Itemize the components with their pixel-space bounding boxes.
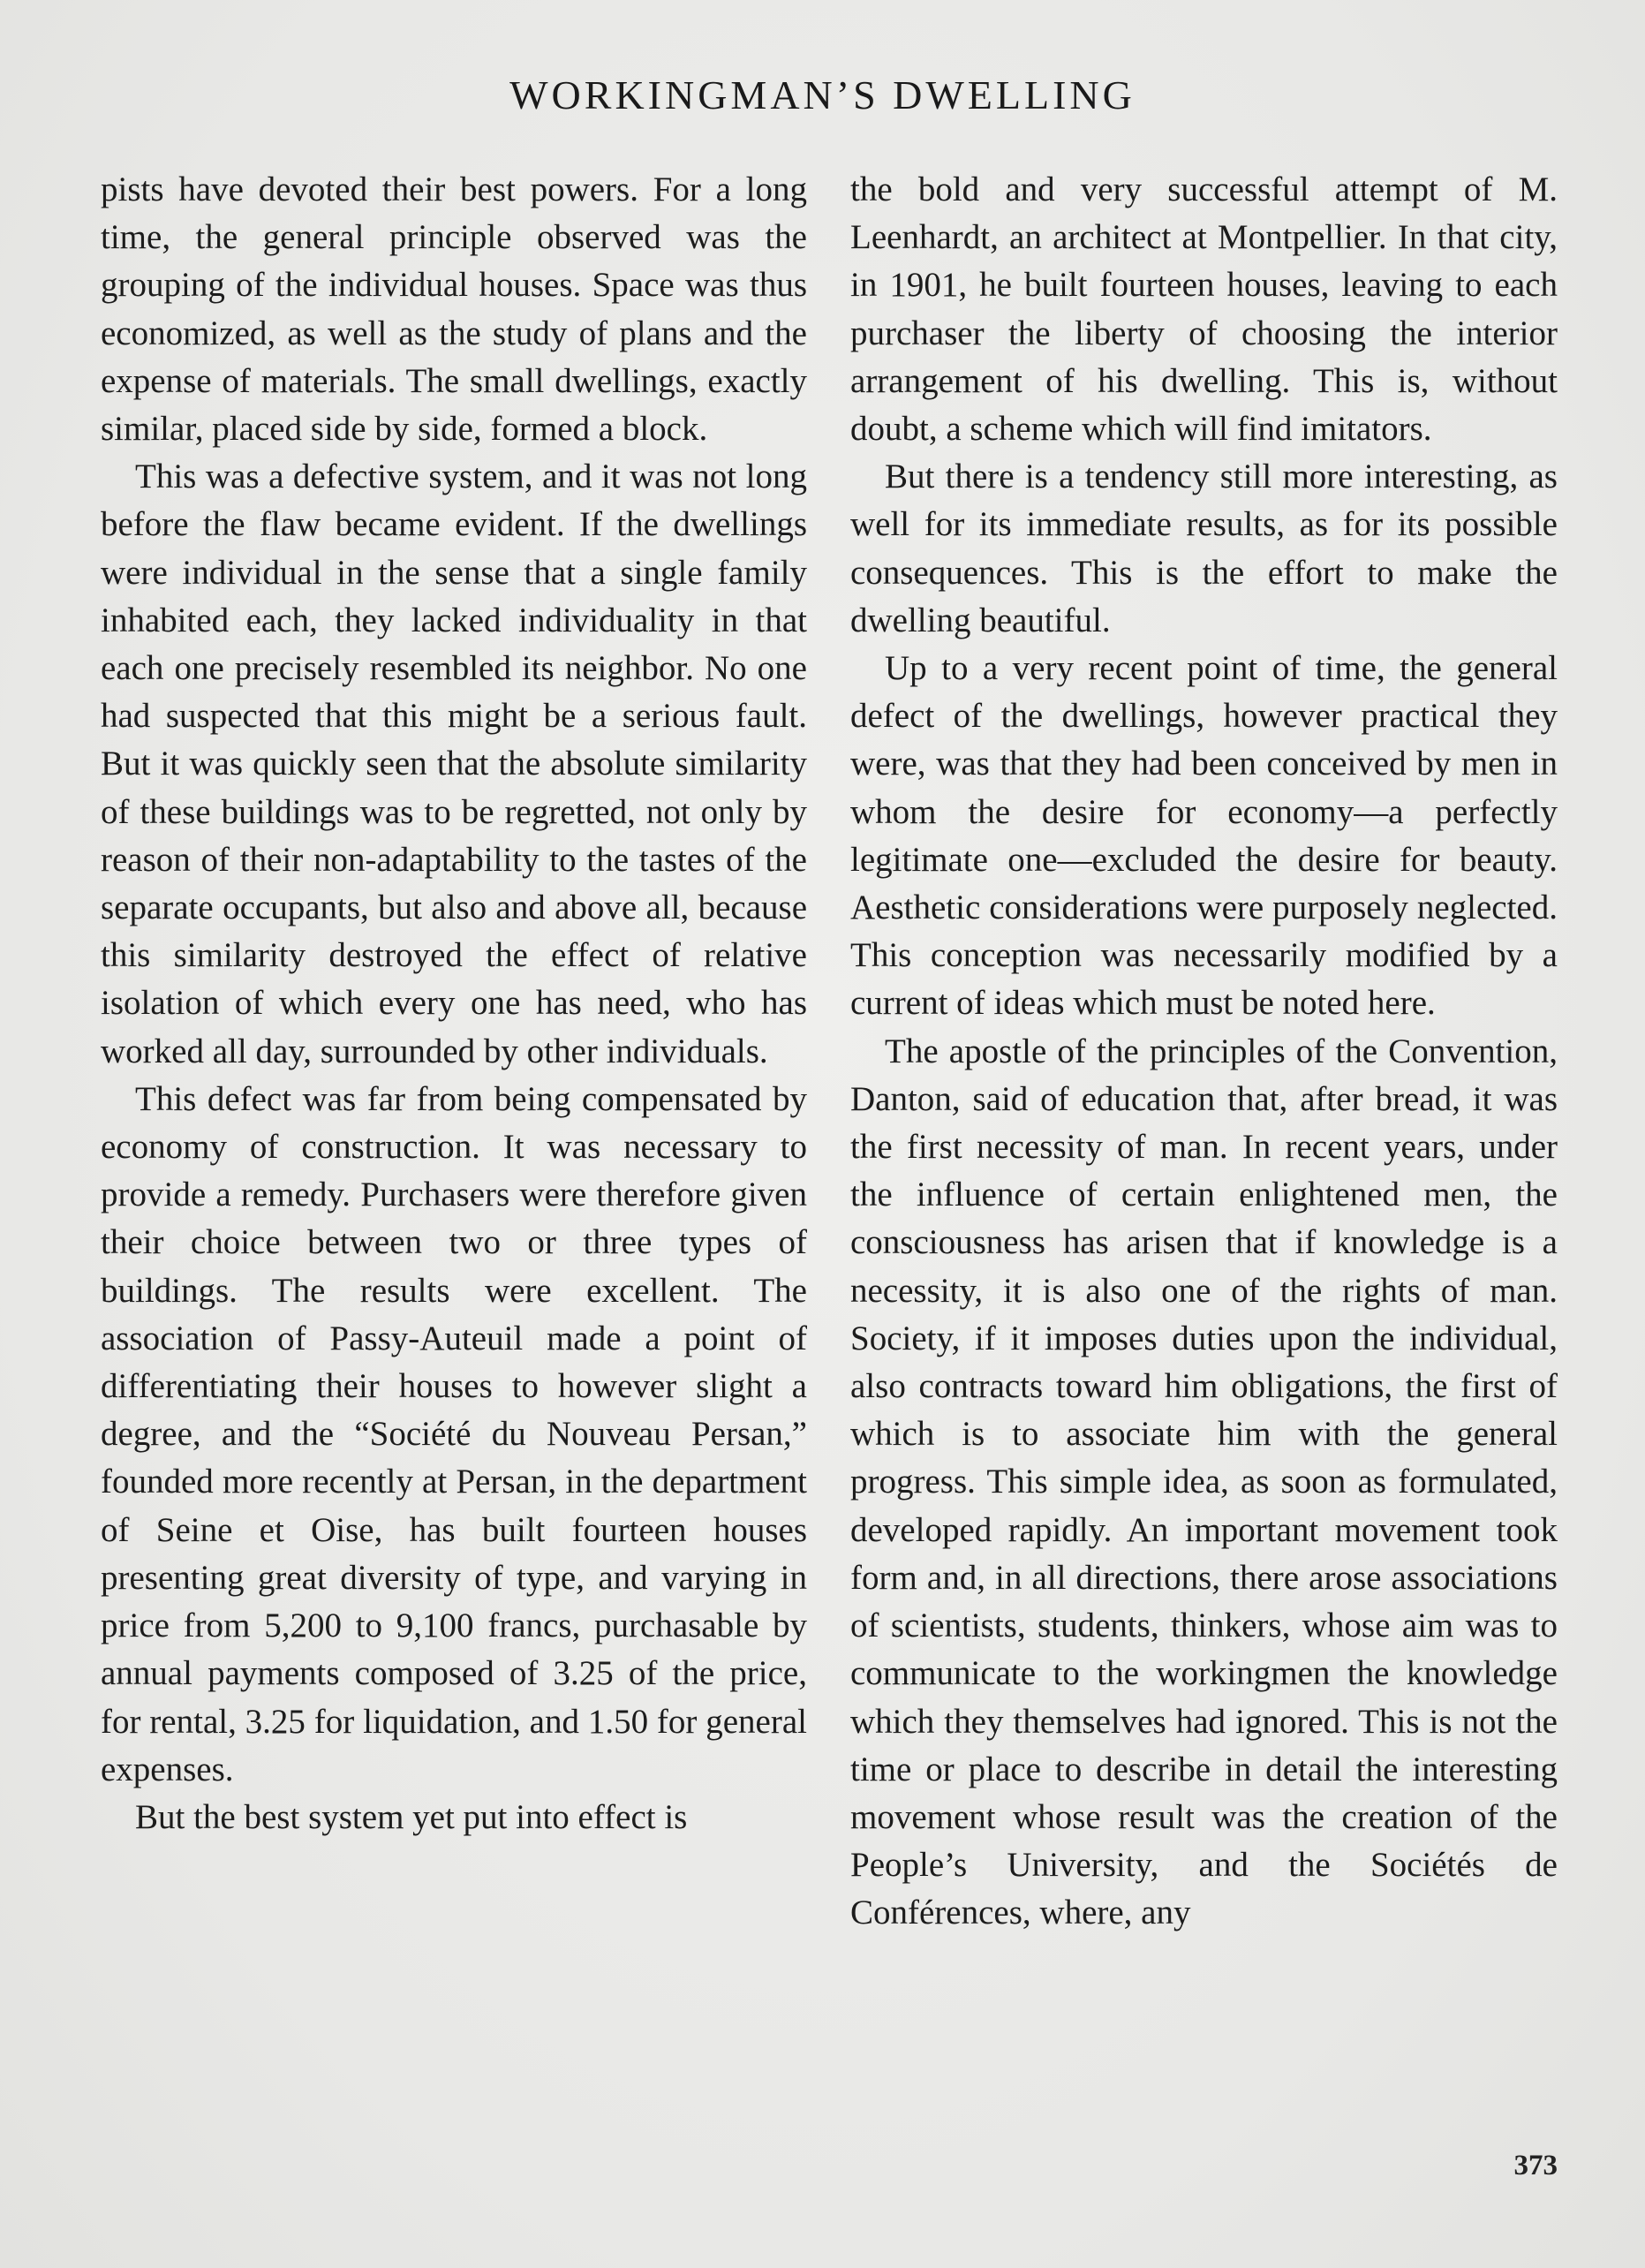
right-column	[850, 166, 1558, 1938]
paragraph: But there is a tendency still more interesting, as well for its immediate results, as for its possible consequences. This is the effort to make the dwelling beautiful.	[850, 457, 1558, 639]
running-title: WORKINGMAN’S DWELLING	[509, 72, 1136, 117]
paragraph: Up to a very recent point of time, the general defect of the dwellings, however practical they were, was that they had been conceived by men in whom the desire for economy—a perfectly legitimate one—excluded the desire for beauty. Aesthetic considerations were purposely neglected. This conception was necessarily modified by a current of ideas which must be noted here.	[850, 649, 1558, 1023]
paragraph: The apostle of the principles of the Convention, Danton, said of education that, after bread, it was the first necessity of man. In recent years, under the influence of certain enlightened men, the consciousness has arisen that if knowledge is a necessity, it is also one of the rights of man. Society, if it imposes duties upon the individual, also contracts toward him obligations, the first of which is to associate him with the general progress. This simple idea, as soon as formulated, developed rapidly. An important movement took form and, in all directions, there arose associations of scientists, students, thinkers, whose aim was to communicate to the workingmen the knowledge which they themselves had ignored. This is not the time or place to describe in detail the interesting movement whose result was the creation of the People’s University, and the Sociétés de Conférences, where, any	[850, 1032, 1558, 1932]
left-column	[101, 166, 807, 1841]
paragraph: This was a defective system, and it was not long before the flaw became evident. If the dwellings were individual in the sense that a single family inhabited each, they lacked individuality in that each one precisely resembled its neighbor. No one had suspected that this might be a serious fault. But it was quickly seen that the absolute similarity of these buildings was to be regretted, not only by reason of their non-adaptability to the tastes of the separate occupants, but also and above all, because this similarity destroyed the effect of relative isolation of which every one has need, who has worked all day, surrounded by other individuals.	[101, 457, 807, 1070]
paragraph: the bold and very successful attempt of M. Leenhardt, an architect at Montpellier. In that city, in 1901, he built fourteen houses, leaving to each purchaser the liberty of choosing the interior arrangement of his dwelling. This is, without doubt, a scheme which will find imitators.	[850, 170, 1558, 449]
paragraph: This defect was far from being compensated by economy of construction. It was necessary to provide a remedy. Purchasers were therefore given their choice between two or three types of buildings. The results were excellent. The association of Passy-Auteuil made a point of differentiating their houses to however slight a degree, and the “Société du Nouveau Persan,” founded more recently at Persan, in the department of Seine et Oise, has built fourteen houses presenting great diversity of type, and varying in price from 5,200 to 9,100 francs, purchasable by annual payments composed of 3.25 of the price, for rental, 3.25 for liquidation, and 1.50 for general expenses.	[101, 1079, 807, 1788]
paragraph: pists have devoted their best powers. For a long time, the general principle observed was the grouping of the individual houses. Space was thus economized, as well as the study of plans and the expense of materials. The small dwellings, exactly similar, placed side by side, formed a block.	[101, 170, 807, 449]
paragraph: But the best system yet put into effect is	[135, 1797, 688, 1836]
page-number: 373	[1513, 2150, 1558, 2181]
